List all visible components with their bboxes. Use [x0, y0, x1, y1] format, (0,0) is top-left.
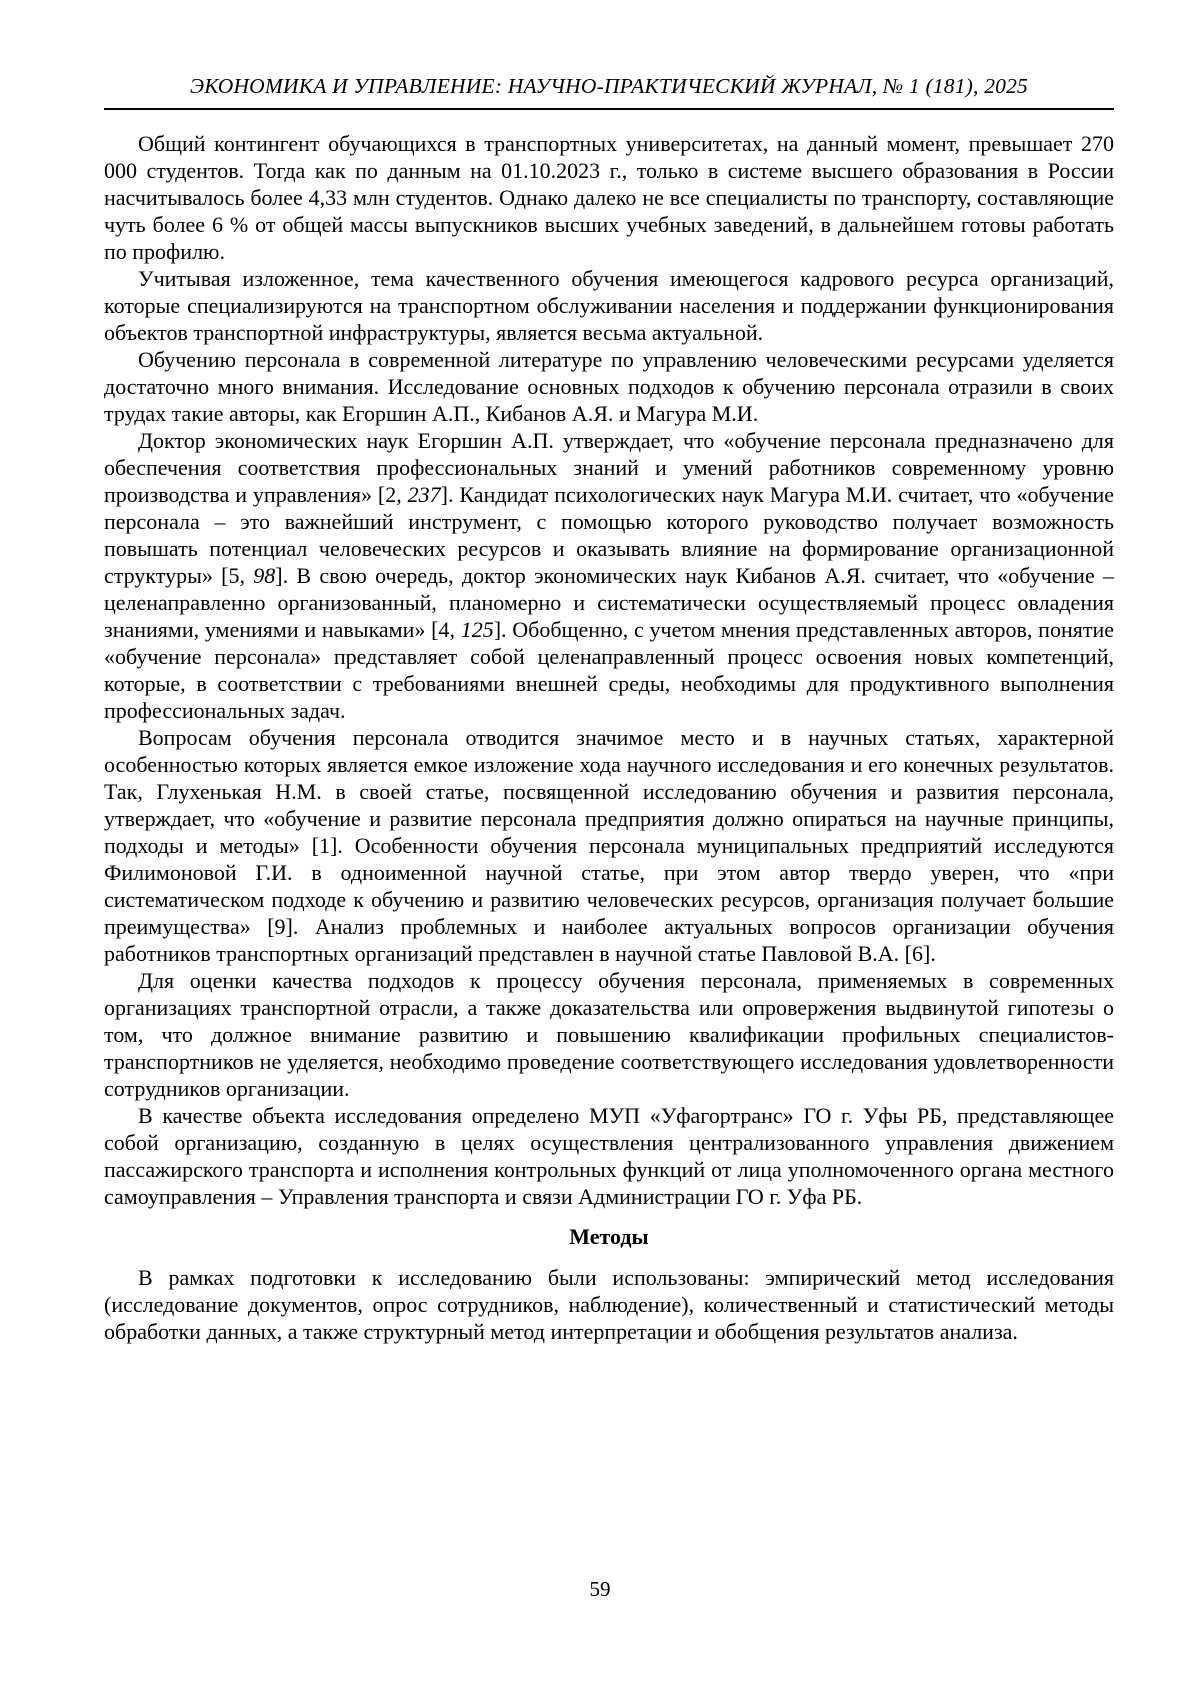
citation-page-italic: 237 [407, 482, 441, 507]
text-run: ]. Кандидат психологических наук Магура М.И. считает, что «обучение персонала – это важнейший инструмент, с помощью которого руководство получает возможность повышать потенциал человеческих ресурсов и оказывать влияние на формирование организационной структуры» [5, [104, 482, 1114, 588]
text-run: В качестве объекта исследования определено МУП «Уфагортранс» ГО г. Уфы РБ, представляющее собой организацию, созданную в целях осуществления централизованного управления движением пассажирского транспорта и исполнения контрольных функций от лица уполномоченного органа местного самоуправления – Управления транспорта и связи Администрации ГО г. Уфа РБ. [104, 1103, 1114, 1209]
paragraph [104, 427, 1114, 724]
journal-title: ЭКОНОМИКА И УПРАВЛЕНИЕ: НАУЧНО-ПРАКТИЧЕСКИЙ ЖУРНАЛ, № 1 (181), 2025 [189, 74, 1028, 98]
text-run: Общий контингент обучающихся в транспортных университетах, на данный момент, превышает 270 000 студентов. Тогда как по данным на 01.10.2023 г., только в системе высшего образования в России насчитывалось более 4,33 млн студентов. Однако далеко не все специалисты по транспорту, составляющие чуть более 6 % от общей массы выпускников высших учебных заведений, в дальнейшем готовы работать по профилю. [104, 131, 1114, 264]
page-number: 59 [589, 1577, 611, 1601]
paragraph [104, 130, 1114, 265]
citation-page-italic: 125 [460, 617, 494, 642]
text-run: ]. В свою очередь, доктор экономических наук Кибанов А.Я. считает, что «обучение – целенаправленно организованный, планомерно и систематически осуществляемый процесс овладения знаниями, умениями и навыками» [4, [104, 563, 1115, 642]
text-run: В рамках подготовки к исследованию были использованы: эмпирический метод исследования (исследование документов, опрос сотрудников, наблюдение), количественный и статистический методы обработки данных, а также структурный метод интерпретации и обобщения результатов анализа. [104, 1265, 1114, 1344]
paragraph [104, 265, 1114, 346]
section-heading: Методы [569, 1224, 649, 1249]
paragraph [104, 967, 1114, 1102]
text-run: Вопросам обучения персонала отводится значимое место и в научных статьях, характерной особенностью которых является емкое изложение хода научного исследования и его конечных результатов. Так, Глухенькая Н.М. в своей статье, посвященной исследованию обучения и развития персонала, утверждает, что «обучение и развитие персонала предприятия должно опираться на научные принципы, подходы и методы» [1]. Особенности обучения персонала муниципальных предприятий исследуются Филимоновой Г.И. в одноименной научной статье, при этом автор твердо уверен, что «при систематическом подходе к обучению и развитию человеческих ресурсов, организация получает большие преимущества» [9]. Анализ проблемных и наиболее актуальных вопросов организации обучения работников транспортных организаций представлен в научной статье Павловой В.А. [6]. [104, 725, 1114, 966]
paragraph [104, 1264, 1114, 1345]
text-run: ]. Обобщенно, с учетом мнения представленных авторов, понятие «обучение персонала» представляет собой целенаправленный процесс освоения новых компетенций, которые, в соответствии с требованиями внешней среды, необходимы для продуктивного выполнения профессиональных задач. [104, 617, 1114, 723]
text-run: Для оценки качества подходов к процессу обучения персонала, применяемых в современных организациях транспортной отрасли, а также доказательства или опровержения выдвинутой гипотезы о том, что должное внимание развитию и повышению квалификации профильных специалистов-транспортников не уделяется, необходимо проведение соответствующего исследования удовлетворенности сотрудников организации. [104, 968, 1114, 1101]
paragraph [104, 724, 1114, 967]
article-body [104, 130, 1114, 1345]
journal-running-header [104, 0, 1114, 110]
text-run: Доктор экономических наук Егоршин А.П. утверждает, что «обучение персонала предназначено для обеспечения соответствия профессиональных знаний и умений работников современному уровню производства и управления» [2, [104, 428, 1114, 507]
text-run: Обучению персонала в современной литературе по управлению человеческими ресурсами уделяется достаточно много внимания. Исследование основных подходов к обучению персонала отразили в своих трудах такие авторы, как Егоршин А.П., Кибанов А.Я. и Магура М.И. [104, 347, 1114, 426]
paragraph [104, 1102, 1114, 1210]
paragraph [104, 346, 1114, 427]
citation-page-italic: 98 [253, 563, 276, 588]
text-run: Учитывая изложенное, тема качественного обучения имеющегося кадрового ресурса организаций, которые специализируются на транспортном обслуживании населения и поддержании функционирования объектов транспортной инфраструктуры, является весьма актуальной. [104, 266, 1114, 345]
